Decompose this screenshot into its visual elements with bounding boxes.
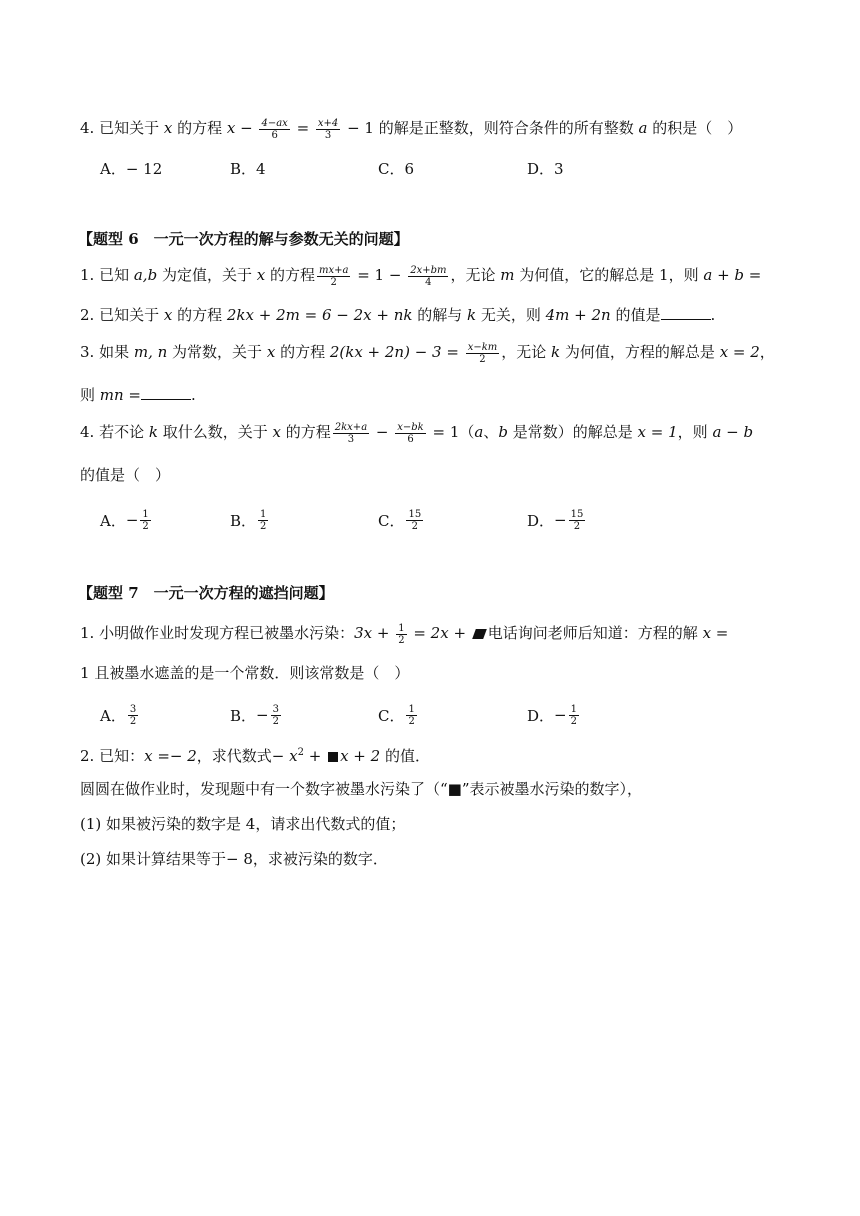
option-b[interactable] [230,700,283,730]
option-sign: − [554,511,567,529]
fraction-numerator: 1 [142,508,149,520]
fraction-numerator: 2x+bm [410,264,447,276]
exponent: 2 [297,747,304,758]
fraction-numerator: 3 [129,703,137,715]
fraction [333,422,369,445]
var-x: x [163,306,173,324]
equation-tail: − 1 [342,119,374,137]
var-x: x [256,266,266,284]
s6-question-3 [80,341,775,365]
fraction-numerator: 15 [570,508,584,520]
fraction-denominator: 2 [398,634,405,646]
fraction-denominator: 2 [479,353,486,365]
fraction-numerator: 1 [260,508,267,520]
text: 4. 若不论 [80,423,149,441]
text: ，无论 [501,343,552,361]
var-ab: a,b [133,266,158,284]
option-label: C． [378,706,405,725]
solution: x = 2 [719,343,760,361]
text: 的值． [380,747,430,765]
s6-q4-options [100,505,740,535]
s7-question-1 [80,622,728,646]
var-k: k [467,306,477,324]
fraction-denominator: 4 [425,276,432,288]
text: ，则 [677,423,713,441]
text: ， [759,343,775,361]
fraction [316,118,340,141]
ink-blot-icon [328,752,338,762]
s7-question-2 [80,742,430,767]
text: 且被墨水遮盖的是一个常数．则该常数是（ ） [89,664,410,682]
text: 无关，则 [476,306,546,324]
fraction-denominator: 6 [407,433,414,445]
text: (2) 如果计算结果等于 [80,850,227,868]
text: 为常数，关于 [167,343,267,361]
fraction [395,422,425,445]
var-m: m [500,266,515,284]
var-x: x [272,423,281,441]
question-4-top [80,117,742,141]
expression: a + b = [703,266,762,284]
fraction [259,118,289,141]
fraction-numerator: mx+a [318,264,349,276]
fraction-denominator: 2 [411,520,419,532]
fraction-numerator: 15 [408,508,422,520]
text: ，求被污染的数字． [252,850,388,868]
text: 、 [483,423,499,441]
option-c[interactable] [378,505,425,535]
q4-text: 的解是正整数，则符合条件的所有整数 [373,119,639,137]
equation: 2kx + 2m = 6 − 2x + nk [226,306,413,324]
text: 1. 已知 [80,266,134,284]
fraction [271,704,281,727]
expression: a − b [712,423,754,441]
equation: 2(kx + 2n) − 3 = [329,343,464,361]
fraction-numerator: 1 [398,622,405,634]
option-label: A． [100,511,126,530]
fraction-numerator: x−bk [397,421,424,433]
text: 为何值，它的解总是 1，则 [514,266,704,284]
fraction-denominator: 2 [573,520,581,532]
fraction-denominator: 2 [260,520,267,532]
fraction [317,265,350,288]
fraction-numerator: 1 [408,703,415,715]
fraction [396,623,406,646]
equation-part: = 1 − [352,266,407,284]
s6-question-4-line2: 的值是（ ） [80,466,171,484]
option-c[interactable] [378,700,419,730]
fraction-denominator: 2 [129,715,137,727]
condition: x =− 2 [144,747,197,765]
text: . [191,386,196,404]
fraction [408,265,448,288]
option-d[interactable] [527,700,581,730]
var-a: a [474,423,484,441]
option-label: B． [230,511,257,530]
text: 电话询问老师后知道：方程的解 [487,624,703,642]
text: 的解与 [412,306,467,324]
expression: mn = [99,386,142,404]
var-x: x [163,119,173,137]
s7-q1-options [100,700,740,730]
s7-question-2-line2: 圆圆在做作业时，发现题中有一个数字被墨水污染了（“■”表示被墨水污染的数字）， [80,780,643,798]
minus-sign: − [235,119,258,137]
text: （ [459,423,475,441]
var-x: x [226,119,236,137]
s6-question-2 [80,304,715,326]
fraction [406,509,423,532]
fraction-denominator: 2 [408,715,415,727]
var-mn: m, n [133,343,168,361]
fraction [569,509,586,532]
solution: x = 1 [637,423,678,441]
option-sign: − [554,706,567,724]
plus-sign: + [303,747,327,765]
option-label: D． [527,511,555,530]
var-b: b [498,423,508,441]
option-a[interactable] [100,505,153,535]
fraction [466,342,500,365]
q4-options [100,153,740,183]
option-sign: − [125,511,139,529]
fraction-numerator: 3 [272,703,279,715]
text: 2. 已知： [80,747,145,765]
option-label: C． [378,511,405,530]
text: 则 [80,386,100,404]
option-d[interactable]: D．3 [527,159,564,178]
text: 3. 如果 [80,343,134,361]
text: 为何值，方程的解总是 [560,343,720,361]
option-b[interactable]: B．4 [230,159,266,178]
option-b[interactable] [230,505,270,535]
fraction-denominator: 3 [324,129,332,141]
s6-question-3-line2 [80,384,196,406]
fraction-denominator: 2 [272,715,279,727]
number: − 8 [226,850,253,868]
text: 1. 小明做作业时发现方程已被墨水污染： [80,624,355,642]
fraction [128,704,138,727]
s7-question-2-part2 [80,848,388,870]
text: 是常数）的解总是 [508,423,638,441]
s6-question-1 [80,264,761,288]
option-label: B． [230,706,257,725]
fraction [406,704,416,727]
option-a[interactable]: A．− 12 [100,159,163,178]
fraction-numerator: 4−ax [261,117,288,129]
text: 取什么数，关于 [157,423,273,441]
var-x: x [266,343,276,361]
s6-question-4 [80,421,753,445]
q4-text: 的方程 [172,119,227,137]
option-sign: − [256,706,269,724]
ink-blot-icon [472,629,487,639]
solution-value: 1 [80,664,90,682]
minus-sign: − [371,423,394,441]
text: 的方程 [275,343,330,361]
fraction-denominator: 2 [330,276,337,288]
text: ，求代数式 [196,747,272,765]
var-a: a [638,119,648,137]
text: 的方程 [280,423,331,441]
solution: x = [702,624,729,642]
text: ，无论 [450,266,501,284]
option-a[interactable] [100,700,140,730]
text: 2. 已知关于 [80,306,164,324]
fraction-numerator: x−km [467,341,498,353]
fraction [140,509,150,532]
fraction-numerator: 2kx+a [334,421,368,433]
answer-blank[interactable] [141,385,191,400]
section-6-title: 【题型 6 一元一次方程的解与参数无关的问题】 [78,230,409,248]
fraction [258,509,268,532]
option-d[interactable] [527,505,587,535]
equals-part: = 1 [427,423,460,441]
fraction-numerator: 1 [570,703,577,715]
q4-text: 的积是（ ） [647,119,743,137]
fraction-denominator: 2 [570,715,577,727]
fraction [569,704,579,727]
q4-text: 4. 已知关于 [80,119,164,137]
option-label: A． [100,706,126,725]
expression: 4m + 2n [545,306,611,324]
s7-question-2-part1: (1) 如果被污染的数字是 4，请求出代数式的值； [80,815,406,833]
fraction-numerator: x+4 [317,117,339,129]
text: . [710,306,716,324]
text: 为定值，关于 [157,266,257,284]
text: 的方程 [265,266,315,284]
fraction-denominator: 2 [142,520,149,532]
s7-question-1-line2 [80,662,409,684]
expression-part: − x [271,747,298,765]
equation-part: 3x + [354,624,395,642]
expression-part: x + 2 [340,747,381,765]
fraction-denominator: 3 [347,433,355,445]
option-label: D． [527,706,555,725]
var-k: k [551,343,561,361]
answer-blank[interactable] [661,305,711,320]
text: 的方程 [172,306,227,324]
fraction-denominator: 6 [271,129,278,141]
var-k: k [148,423,158,441]
text: 的值是 [610,306,661,324]
equals-sign: = [291,119,314,137]
section-7-title: 【题型 7 一元一次方程的遮挡问题】 [78,584,334,602]
option-c[interactable]: C．6 [378,159,415,178]
equation-part: = 2x + [408,624,471,642]
